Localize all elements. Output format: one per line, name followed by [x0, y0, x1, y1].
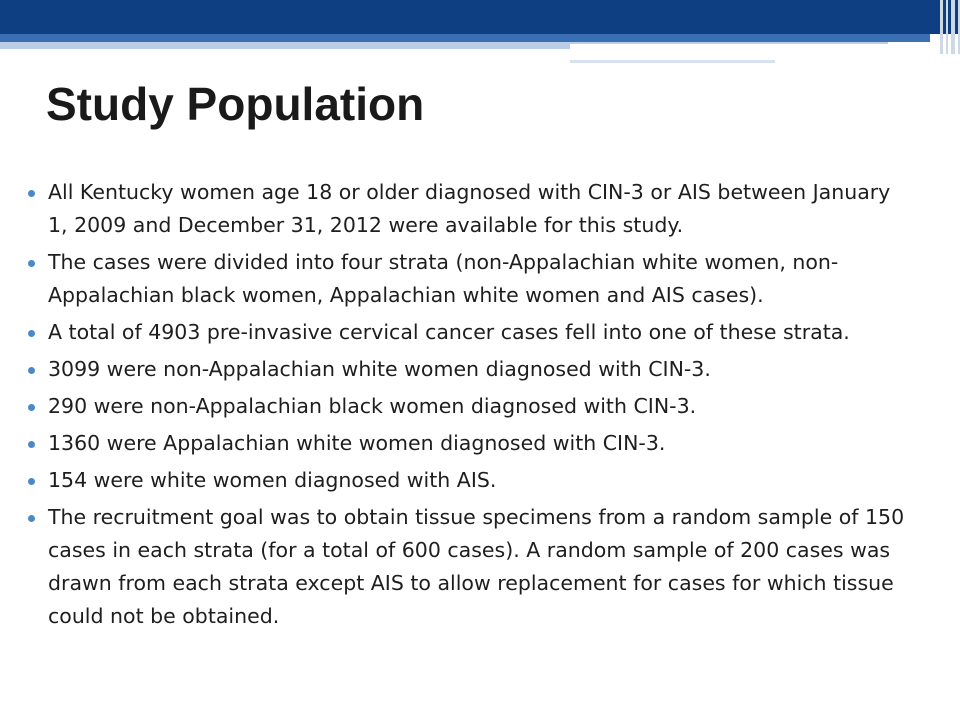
- bullet-item: [26, 501, 916, 633]
- header-bar-dark: [0, 0, 960, 34]
- bullet-dot-icon: [28, 478, 35, 485]
- header-bar-light-thin: [570, 42, 888, 44]
- bullet-text: The recruitment goal was to obtain tissue specimens from a random sample of 150 cases in each strata (for a total of 600 cases). A random sample of 200 cases was drawn from each strata except AIS to allow replacement for cases for which tissue could not be obtained.: [48, 505, 905, 628]
- bullet-item: [26, 390, 916, 423]
- bullet-item: [26, 316, 916, 349]
- bullet-item: [26, 427, 916, 460]
- bullet-dot-icon: [28, 260, 35, 267]
- bullet-text: All Kentucky women age 18 or older diagnosed with CIN-3 or AIS between January 1, 2009 and December 31, 2012 were available for this study.: [48, 180, 891, 237]
- header-bar-light: [0, 42, 570, 49]
- bullet-item: [26, 246, 916, 312]
- bullet-item: [26, 353, 916, 386]
- bullet-dot-icon: [28, 190, 35, 197]
- header-bar-accent-line: [570, 60, 775, 63]
- bullet-dot-icon: [28, 367, 35, 374]
- bullet-dot-icon: [28, 330, 35, 337]
- header-bar-mid: [0, 34, 930, 42]
- bullet-text: A total of 4903 pre-invasive cervical cancer cases fell into one of these strata.: [48, 320, 850, 344]
- bullet-list: [26, 176, 916, 637]
- bullet-dot-icon: [28, 404, 35, 411]
- bullet-dot-icon: [28, 515, 35, 522]
- bullet-text: 290 were non-Appalachian black women diagnosed with CIN-3.: [48, 394, 697, 418]
- slide-title: Study Population: [46, 78, 425, 130]
- bullet-item: [26, 176, 916, 242]
- bullet-text: 3099 were non-Appalachian white women diagnosed with CIN-3.: [48, 357, 711, 381]
- bullet-text: The cases were divided into four strata (non-Appalachian white women, non-Appalachian black women, Appalachian white women and AIS cases).: [48, 250, 839, 307]
- bullet-item: [26, 464, 916, 497]
- bullet-dot-icon: [28, 441, 35, 448]
- header-stripes: [930, 0, 960, 54]
- bullet-text: 154 were white women diagnosed with AIS.: [48, 468, 497, 492]
- bullet-text: 1360 were Appalachian white women diagnosed with CIN-3.: [48, 431, 666, 455]
